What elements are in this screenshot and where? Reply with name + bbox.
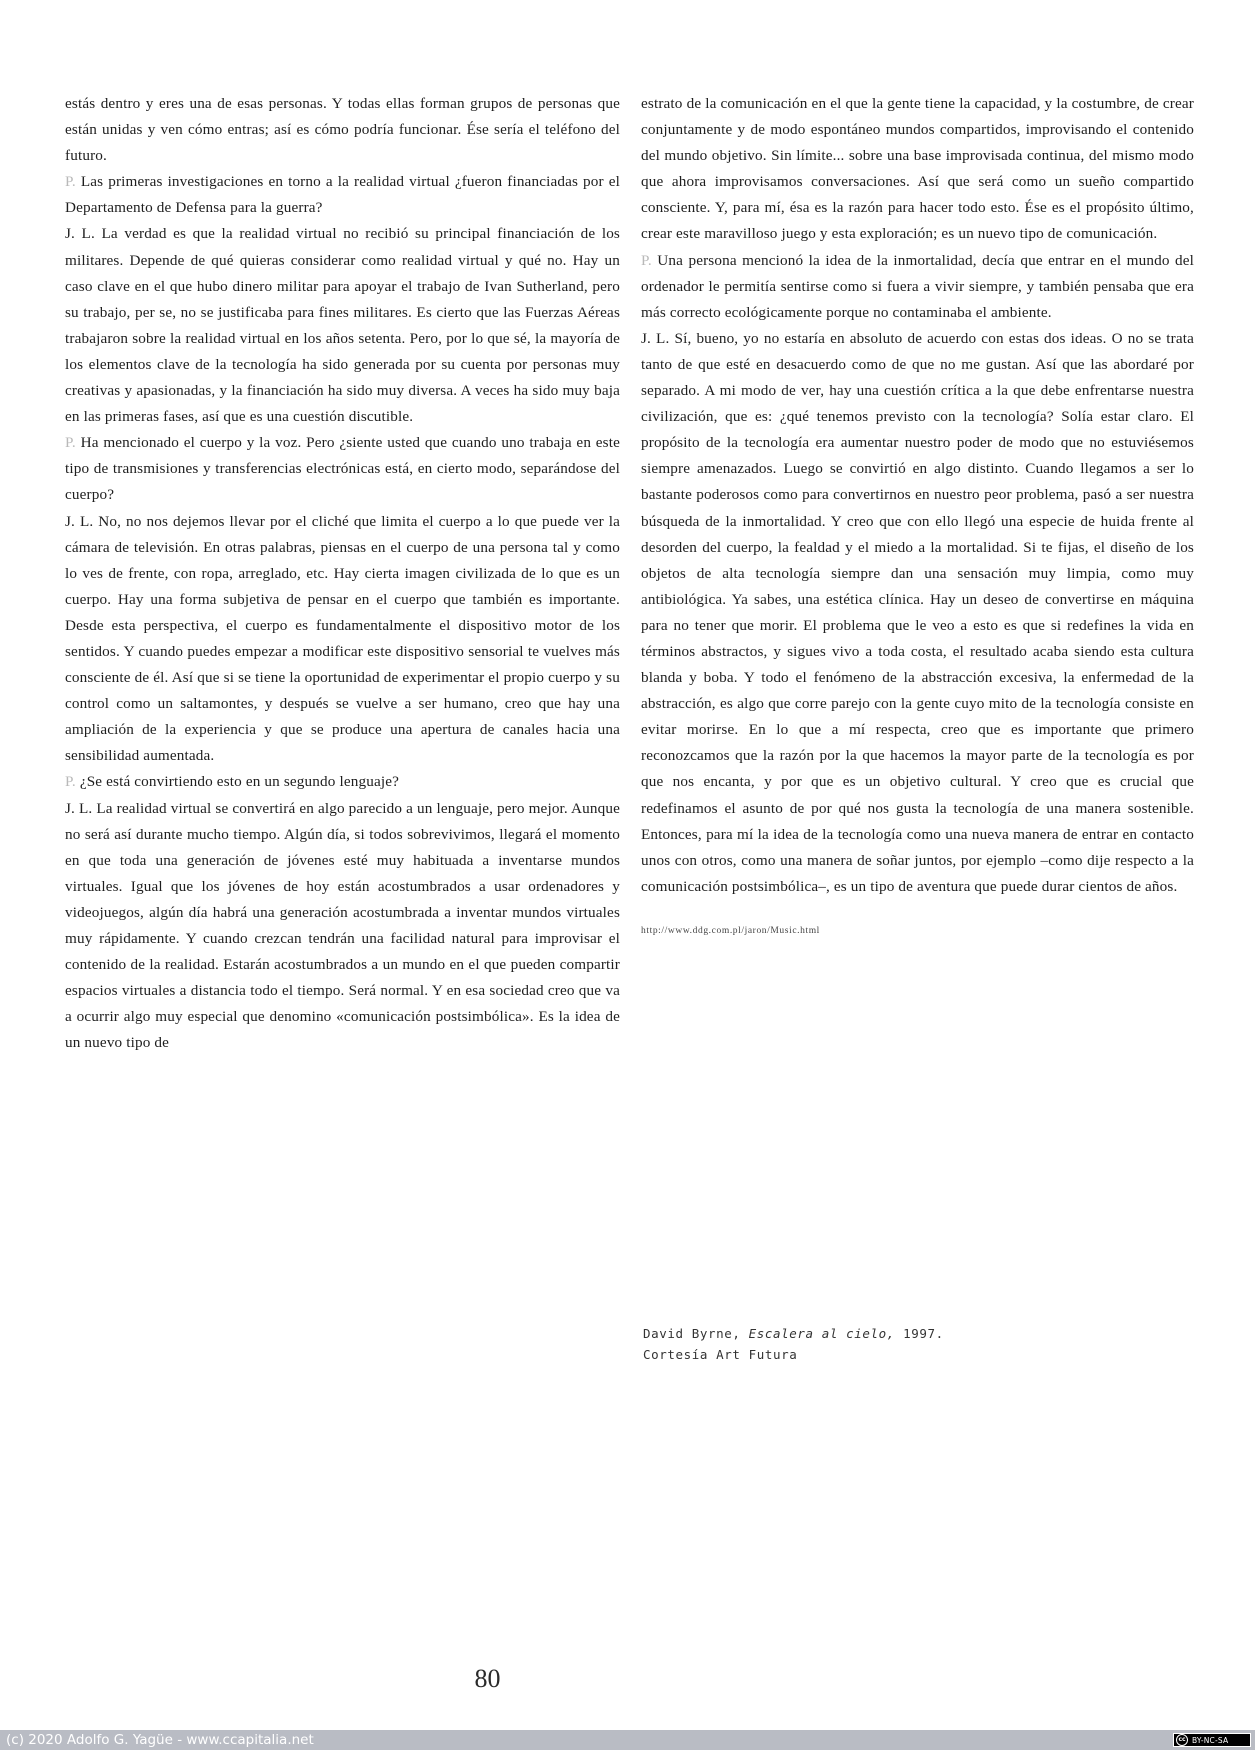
paragraph-text: Las primeras investigaciones en torno a la realidad virtual ¿fueron financiadas por el Departamento de Defensa para la guerra? xyxy=(65,173,620,217)
footer-bar xyxy=(0,1730,1255,1750)
caption-artist: David Byrne, xyxy=(643,1326,741,1341)
cc-license-badge[interactable] xyxy=(1173,1733,1251,1747)
caption-line-1 xyxy=(643,1323,944,1344)
page-number: 80 xyxy=(474,1664,501,1693)
paragraph xyxy=(65,221,620,430)
right-column xyxy=(641,91,1194,938)
caption-work-title: Escalera al cielo, xyxy=(748,1326,895,1341)
speaker-interviewer: P. xyxy=(65,434,76,452)
paragraph-text: estrato de la comunicación en el que la gente tiene la capacidad, y la costumbre, de crear conjuntamente y de modo espontáneo mundos compartidos, improvisando el contenido del mundo objetivo. Sin límite... sobre una base improvisada continua, del mismo modo que ahora improvisamos conversaciones. Así que será como un sueño compartido consciente. Y, para mí, ésa es la razón para hacer todo esto. Ése es el propósito último, crear este maravilloso juego y esta exploración; es un nuevo tipo de comunicación. xyxy=(641,95,1194,243)
paragraph xyxy=(65,430,620,508)
paragraph xyxy=(641,326,1194,900)
paragraph xyxy=(641,91,1194,248)
paragraph xyxy=(65,769,620,795)
paragraph xyxy=(65,91,620,169)
image-caption xyxy=(643,1323,944,1365)
speaker-interviewer: P. xyxy=(65,773,76,791)
paragraph-text: Sí, bueno, yo no estaría en absoluto de acuerdo con estas dos ideas. O no se trata tanto de que esté en desacuerdo como de que no me gustan. Así que las abordaré por separado. A mi modo de ver, hay una cuestión crítica a la que debe enfrentarse nuestra civilización, que es: ¿qué tenemos previsto con la tecnología? Solía estar claro. El propósito de la tecnología era aumentar nuestro poder de modo que no estuviésemos siempre amenazados. Luego se convirtió en algo distinto. Cuando llegamos a ser lo bastante poderosos como para convertirnos en nuestro peor problema, pasó a ser nuestra búsqueda de la inmortalidad. Y creo que con ello llegó una especie de huida frente al desorden del cuerpo, la fealdad y el miedo a la mortalidad. Si te fijas, el diseño de los objetos de alta tecnología siempre dan una sensación muy limpia, como muy antibiológica. Ya sabes, una estética clínica. Hay un deseo de convertirse en máquina para no tener que morir. El problema que le veo a esto es que si redefines la vida en términos abstractos, y sigues vivo a toda costa, el resultado acaba siendo esta cultura blanda y boba. Y todo el fenómeno de la abstracción excesiva, la enfermedad de la abstracción, es algo que corre parejo con la gente cuyo mito de la tecnología consiste en evitar morirse. En lo que a mí respecta, creo que es importante que primero reconozcamos que la razón por la que hacemos la mayor parte de la tecnología es por que nos encanta, y por que es un objetivo cultural. Y creo que es crucial que redefinamos el asunto de por qué nos gusta la tecnología de una manera sostenible. Entonces, para mí la idea de la tecnología como una nueva manera de entrar en contacto unos con otros, como una manera de soñar juntos, por ejemplo –como dije respecto a la comunicación postsimbólica–, es un tipo de aventura que puede durar cientos de años. xyxy=(641,329,1195,895)
speaker-interviewee: J. L. xyxy=(65,799,93,817)
paragraph xyxy=(641,248,1194,326)
speaker-interviewer: P. xyxy=(641,251,652,269)
license-terms: BY-NC-SA xyxy=(1192,1735,1229,1745)
caption-credit: Cortesía Art Futura xyxy=(643,1347,798,1362)
footer-copyright: (c) 2020 Adolfo G. Yagüe - www.ccapitalia.net xyxy=(6,1732,314,1748)
source-url: http://www.ddg.com.pl/jaron/Music.html xyxy=(641,925,820,936)
creative-commons-icon: cc xyxy=(1176,1734,1188,1746)
speaker-interviewee: J. L. xyxy=(65,225,95,243)
speaker-interviewer: P. xyxy=(65,173,76,191)
caption-year: 1997. xyxy=(903,1326,944,1341)
speaker-interviewee: J. L. xyxy=(641,329,670,347)
paragraph xyxy=(65,796,620,1057)
paragraph-text: ¿Se está convirtiendo esto en un segundo lenguaje? xyxy=(79,773,399,791)
paragraph-text: Ha mencionado el cuerpo y la voz. Pero ¿siente usted que cuando uno trabaja en este tipo de transmisiones y transferencias electrónicas está, en cierto modo, separándose del cuerpo? xyxy=(65,434,620,504)
speaker-interviewee: J. L. xyxy=(65,512,94,530)
paragraph-text: Una persona mencionó la idea de la inmortalidad, decía que entrar en el mundo del ordenador le permitía sentirse como si fuera a vivir siempre, y también pensaba que era más correcto ecológicamente porque no contaminaba el ambiente. xyxy=(641,251,1194,321)
paragraph xyxy=(65,169,620,221)
left-column xyxy=(65,91,620,1056)
paragraph-text: No, no nos dejemos llevar por el cliché que limita el cuerpo a lo que puede ver la cámara de televisión. En otras palabras, piensas en el cuerpo de una persona tal y como lo ves de frente, con ropa, arreglado, etc. Hay cierta imagen civilizada de lo que es un cuerpo. Hay una forma subjetiva de pensar en el cuerpo que también es importante. Desde esta perspectiva, el cuerpo es fundamentalmente el dispositivo motor de los sentidos. Y cuando puedes empezar a modificar este dispositivo sensorial te vuelves más consciente de él. Así que si se tiene la oportunidad de experimentar el propio cuerpo y su control como un saltamontes, y después se vuelve a ser humano, creo que hay una ampliación de la experiencia y que se produce una apertura de canales hacia una sensibilidad aumentada. xyxy=(65,512,621,765)
paragraph-text: estás dentro y eres una de esas personas. Y todas ellas forman grupos de personas que están unidas y ven cómo entras; así es cómo podría funcionar. Ése sería el teléfono del futuro. xyxy=(65,95,620,165)
paragraph-text: La realidad virtual se convertirá en algo parecido a un lenguaje, pero mejor. Aunque no será así durante mucho tiempo. Algún día, si todos sobrevivimos, llegará el momento en que toda una generación de jóvenes esté muy habituada a inventarse mundos virtuales. Igual que los jóvenes de hoy están acostumbrados a usar ordenadores y videojuegos, algún día habrá una generación acostumbrada a inventar mundos virtuales muy rápidamente. Y cuando crezcan tendrán una facilidad natural para improvisar el contenido de la realidad. Estarán acostumbrados a un mundo en el que pueden compartir espacios virtuales a distancia todo el tiempo. Será normal. Y en esa sociedad creo que va a ocurrir algo muy especial que denomino «comunicación postsimbólica». Es la idea de un nuevo tipo de xyxy=(65,799,620,1052)
paragraph-text: La verdad es que la realidad virtual no recibió su principal financiación de los militares. Depende de qué quieras considerar como realidad virtual y qué no. Hay un caso clave en el que hubo dinero militar para apoyar el trabajo de Ivan Sutherland, pero su trabajo, per se, no se justificaba para fines militares. Es cierto que las Fuerzas Aéreas trabajaron sobre la realidad virtual en los años setenta. Pero, por lo que sé, la mayoría de los elementos clave de la tecnología ha sido generada por su cuenta por personas muy creativas y apasionadas, y la financiación ha sido muy diversa. A veces ha sido muy baja en las primeras fases, así que es una cuestión discutible. xyxy=(65,225,620,426)
paragraph xyxy=(65,509,620,770)
